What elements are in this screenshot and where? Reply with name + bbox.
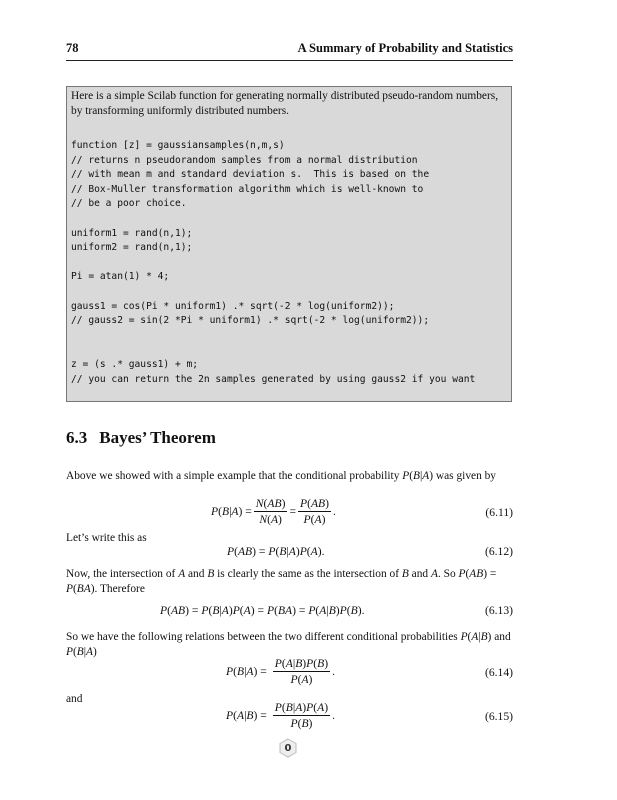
equation-number: (6.14): [484, 666, 513, 679]
equation-6-13: P(AB) = P(B|A)P(A) = P(BA) = P(A|B)P(B). (6.13): [160, 604, 513, 617]
paragraph-and: and: [66, 693, 83, 705]
page-badge[interactable]: [278, 738, 298, 758]
equation-number: (6.12): [484, 545, 513, 558]
running-header: [66, 41, 513, 61]
equation-6-12: P(AB) = P(B|A)P(A). (6.12): [227, 545, 513, 558]
section-number: 6.3: [66, 428, 88, 447]
equation-number: (6.11): [485, 506, 513, 519]
paragraph-relations: So we have the following relations between the two different conditional probabilities P(A|B) and P(B|A): [66, 631, 511, 658]
badge-label: 0: [284, 742, 292, 754]
scilab-code: function [z] = gaussiansamples(n,m,s) // returns n pseudorandom samples from a normal distribution // with mean m and standard deviation s. This is based on the // Box-Muller transformation algorithm which is well-known to // be a poor choice. uniform1 = rand(n,1); uniform2 = rand(n,1); Pi = atan(1) * 4; gauss1 = cos(Pi * uniform1) .* sqrt(-2 * log(uniform2)); // gauss2 = sin(2 *Pi * uniform1) .* sqrt(-2 * log(uniform2)); z = (s .* gauss1) + m; // you can return the 2n samples generated by using gauss2 if you want: [71, 140, 476, 385]
paragraph-rewrite: Let’s write this as: [66, 532, 147, 544]
page-number: 78: [66, 41, 79, 55]
equation-6-14: P(B|A) = $\frac{P(A|B)P(B)}{P(A)}$ . (6.14): [226, 657, 513, 686]
running-title: A Summary of Probability and Statistics: [297, 41, 513, 55]
code-intro-text: Here is a simple Scilab function for generating normally distributed pseudo-random numbers, by transforming uniformly distributed numbers.: [71, 90, 499, 117]
equation-number: (6.13): [484, 604, 513, 617]
section-title: Bayes’ Theorem: [99, 428, 216, 447]
equation-6-11: P(B|A) = $\frac{N(AB)}{N(A)}$ = $\frac{P(AB)}{P(A)}$ . (6.11): [211, 497, 513, 526]
section-heading: [66, 428, 216, 448]
equation-number: (6.15): [484, 710, 513, 723]
code-listing-box: [66, 86, 512, 402]
paragraph-intersection: Now, the intersection of A and B is clearly the same as the intersection of B and A. So P(AB) = P(BA). Therefore: [66, 568, 497, 595]
paragraph-intro: Above we showed with a simple example that the conditional probability P(B|A) was given by: [66, 470, 497, 482]
equation-6-15: P(A|B) = $\frac{P(B|A)P(A)}{P(B)}$ . (6.15): [226, 701, 513, 730]
